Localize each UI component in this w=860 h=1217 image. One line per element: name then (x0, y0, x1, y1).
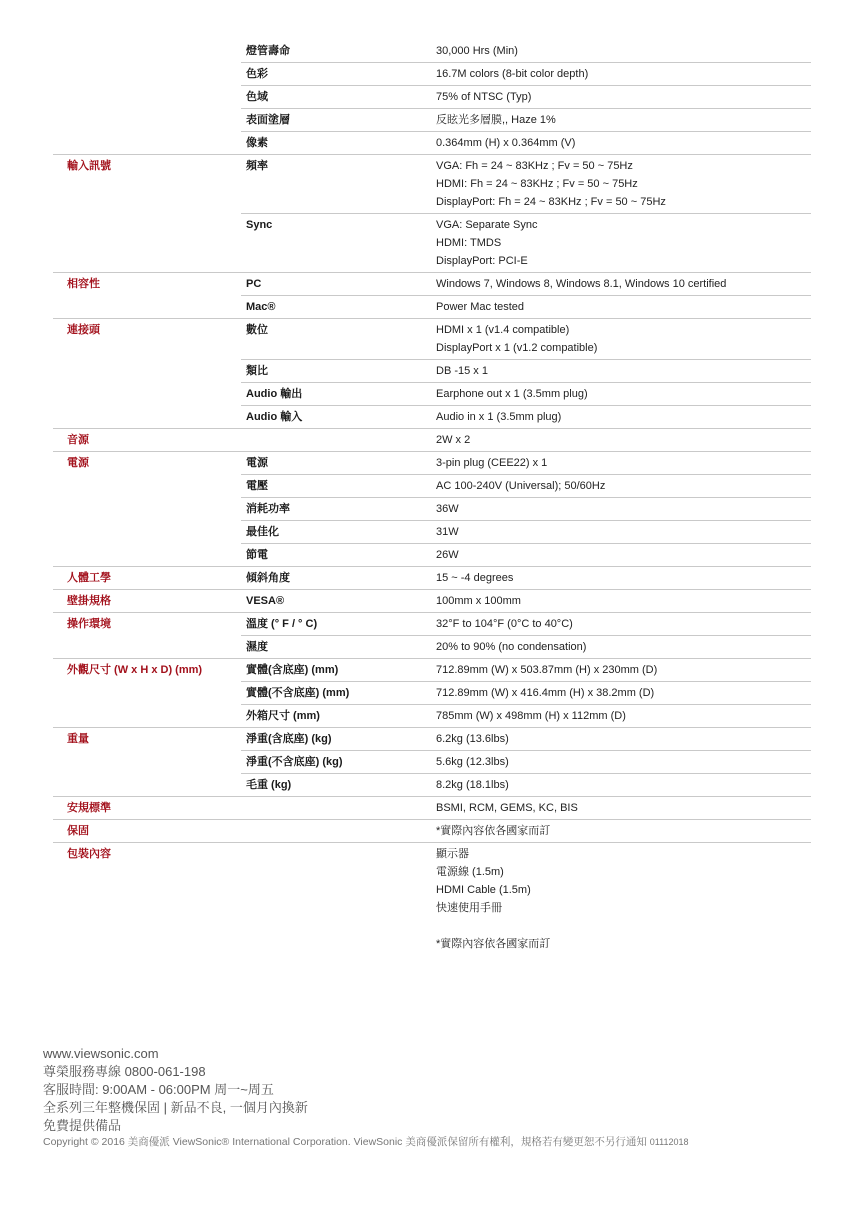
service-hours: 客服時間: 9:00AM - 06:00PM 周一~周五 (43, 1082, 274, 1097)
spec-row (241, 544, 811, 566)
spec-row (241, 521, 811, 544)
copyright-text: Copyright © 2016 美商優派 ViewSonic® International Corporation. ViewSonic 美商優派保留所有權利，規格若有變更恕不另行通知 (43, 1136, 647, 1148)
spec-row (241, 843, 811, 955)
spec-category: 保固 (67, 825, 89, 837)
spec-value: Power Mac tested (436, 301, 525, 313)
spec-label: 最佳化 (246, 526, 279, 538)
spec-values (436, 843, 811, 955)
spec-row (241, 498, 811, 521)
copyright-notice (43, 1134, 689, 1149)
spec-value: 26W (436, 549, 459, 561)
spec-category: 人體工學 (67, 572, 111, 584)
spec-values (436, 498, 811, 520)
spec-value: VGA: Separate Sync (436, 219, 538, 231)
spec-label (241, 820, 436, 842)
spec-values (436, 613, 811, 635)
spec-value: 8.2kg (18.1lbs) (436, 779, 509, 791)
spec-values (436, 705, 811, 727)
spec-value: HDMI Cable (1.5m) (436, 884, 531, 896)
spec-label: 淨重(不含底座) (kg) (246, 756, 343, 768)
spec-value: 反眩光多層膜,, Haze 1% (436, 114, 556, 126)
spec-value: 31W (436, 526, 459, 538)
spec-values (436, 360, 811, 382)
spec-value: 75% of NTSC (Typ) (436, 91, 532, 103)
spec-values (436, 820, 811, 842)
spec-values (436, 774, 811, 796)
spec-value: Windows 7, Windows 8, Windows 8.1, Windows 10 certified (436, 278, 727, 290)
spec-category: 連接頭 (67, 324, 100, 336)
spec-value: *實際內容依各國家而訂 (436, 825, 551, 837)
spec-value: 36W (436, 503, 459, 515)
spec-row (241, 429, 811, 451)
spec-label: 類比 (246, 365, 268, 377)
spec-value: 15 ~ -4 degrees (436, 572, 514, 584)
spec-value: Audio in x 1 (3.5mm plug) (436, 411, 562, 423)
spec-values (436, 109, 811, 131)
spec-table (53, 40, 811, 955)
spec-category: 安規標準 (67, 802, 111, 814)
spec-label: 色彩 (246, 68, 268, 80)
spec-value: 712.89mm (W) x 416.4mm (H) x 38.2mm (D) (436, 687, 655, 699)
spec-value: DB -15 x 1 (436, 365, 488, 377)
spec-row (241, 590, 811, 612)
spec-group (53, 155, 811, 273)
spec-group (53, 820, 811, 843)
spare-parts-note: 免費提供備品 (43, 1118, 122, 1133)
spec-group (53, 40, 811, 155)
spec-category: 包裝內容 (67, 848, 111, 860)
spec-value: DisplayPort x 1 (v1.2 compatible) (436, 342, 598, 354)
spec-label: 頻率 (246, 160, 268, 172)
spec-values (436, 797, 811, 819)
spec-value: 785mm (W) x 498mm (H) x 112mm (D) (436, 710, 626, 722)
spec-row (241, 820, 811, 842)
spec-group (53, 567, 811, 590)
spec-values (436, 475, 811, 497)
spec-value: 30,000 Hrs (Min) (436, 45, 518, 57)
spec-value: 3-pin plug (CEE22) x 1 (436, 457, 548, 469)
spec-row (241, 728, 811, 751)
spec-row (241, 475, 811, 498)
spec-value (436, 917, 811, 935)
spec-values (436, 521, 811, 543)
spec-group (53, 843, 811, 955)
spec-value: 2W x 2 (436, 434, 471, 446)
spec-row (241, 406, 811, 428)
spec-value: DisplayPort: PCI-E (436, 255, 528, 267)
spec-row (241, 40, 811, 63)
spec-category: 輸入訊號 (67, 160, 111, 172)
spec-values (436, 63, 811, 85)
spec-group (53, 659, 811, 728)
spec-label: PC (246, 278, 262, 290)
spec-value: 16.7M colors (8-bit color depth) (436, 68, 589, 80)
spec-value: HDMI: Fh = 24 ~ 83KHz ; Fv = 50 ~ 75Hz (436, 178, 638, 190)
spec-value: Earphone out x 1 (3.5mm plug) (436, 388, 588, 400)
spec-values (436, 659, 811, 681)
spec-label: Audio 輸出 (246, 388, 303, 400)
spec-label: 色域 (246, 91, 268, 103)
spec-category: 壁掛規格 (67, 595, 111, 607)
warranty-note: 全系列三年整機保固 | 新品不良, 一個月內換新 (43, 1100, 308, 1115)
spec-values (436, 751, 811, 773)
spec-row (241, 659, 811, 682)
spec-values (436, 296, 811, 318)
spec-value: 100mm x 100mm (436, 595, 521, 607)
spec-group (53, 590, 811, 613)
spec-row (241, 109, 811, 132)
spec-label: Mac® (246, 301, 276, 313)
spec-label (241, 797, 436, 819)
spec-row (241, 383, 811, 406)
footer-contact (43, 1045, 308, 1135)
spec-value: HDMI x 1 (v1.4 compatible) (436, 324, 570, 336)
spec-row (241, 132, 811, 154)
spec-value: BSMI, RCM, GEMS, KC, BIS (436, 802, 578, 814)
spec-label (241, 843, 436, 955)
spec-row (241, 705, 811, 727)
spec-values (436, 214, 811, 272)
spec-value: *實際內容依各國家而訂 (436, 938, 551, 950)
spec-values (436, 544, 811, 566)
spec-row (241, 567, 811, 589)
spec-value: 0.364mm (H) x 0.364mm (V) (436, 137, 576, 149)
spec-category: 相容性 (67, 278, 100, 290)
spec-row (241, 774, 811, 796)
spec-values (436, 406, 811, 428)
spec-values (436, 132, 811, 154)
spec-row (241, 319, 811, 360)
spec-values (436, 728, 811, 750)
spec-label: Sync (246, 219, 273, 231)
spec-label: 燈管壽命 (246, 45, 290, 57)
spec-group (53, 452, 811, 567)
spec-label: 數位 (246, 324, 268, 336)
spec-label: 消耗功率 (246, 503, 290, 515)
spec-label: 溫度 (° F / ° C) (246, 618, 318, 630)
service-hotline: 尊榮服務專線 0800-061-198 (43, 1064, 206, 1079)
spec-category: 音源 (67, 434, 89, 446)
spec-row (241, 273, 811, 296)
spec-values (436, 319, 811, 359)
spec-label: Audio 輸入 (246, 411, 303, 423)
spec-row (241, 296, 811, 318)
spec-category: 重量 (67, 733, 89, 745)
spec-values (436, 86, 811, 108)
spec-group (53, 797, 811, 820)
spec-value: 32°F to 104°F (0°C to 40°C) (436, 618, 573, 630)
spec-values (436, 155, 811, 213)
spec-label: 濕度 (246, 641, 268, 653)
spec-group (53, 728, 811, 797)
spec-group (53, 429, 811, 452)
spec-value: 6.2kg (13.6lbs) (436, 733, 509, 745)
spec-row (241, 360, 811, 383)
spec-row (241, 613, 811, 636)
spec-value: 712.89mm (W) x 503.87mm (H) x 230mm (D) (436, 664, 658, 676)
spec-value: AC 100-240V (Universal); 50/60Hz (436, 480, 606, 492)
spec-value: 5.6kg (12.3lbs) (436, 756, 509, 768)
spec-value: 快速使用手冊 (436, 902, 502, 914)
spec-label: 傾斜角度 (246, 572, 290, 584)
spec-values (436, 590, 811, 612)
spec-label: 毛重 (kg) (246, 779, 292, 791)
spec-label: 電壓 (246, 480, 268, 492)
spec-row (241, 155, 811, 214)
spec-row (241, 682, 811, 705)
spec-value: VGA: Fh = 24 ~ 83KHz ; Fv = 50 ~ 75Hz (436, 160, 633, 172)
spec-values (436, 273, 811, 295)
spec-row (241, 636, 811, 658)
spec-values (436, 567, 811, 589)
spec-label: 外箱尺寸 (mm) (246, 710, 320, 722)
spec-row (241, 452, 811, 475)
spec-group (53, 613, 811, 659)
spec-value: 顯示器 (436, 848, 469, 860)
spec-values (436, 682, 811, 704)
spec-category: 電源 (67, 457, 89, 469)
document-code: 01112018 (649, 1137, 689, 1147)
spec-category: 操作環境 (67, 618, 111, 630)
spec-label: 表面塗層 (246, 114, 290, 126)
spec-category: 外觀尺寸 (W x H x D) (mm) (67, 664, 203, 676)
spec-group (53, 273, 811, 319)
spec-value: DisplayPort: Fh = 24 ~ 83KHz ; Fv = 50 ~ 75Hz (436, 196, 666, 208)
spec-values (436, 383, 811, 405)
spec-label: 像素 (246, 137, 268, 149)
spec-values (436, 40, 811, 62)
spec-row (241, 63, 811, 86)
spec-value: HDMI: TMDS (436, 237, 502, 249)
spec-label: 實體(含底座) (mm) (246, 664, 339, 676)
spec-row (241, 214, 811, 272)
spec-label: 電源 (246, 457, 268, 469)
spec-row (241, 797, 811, 819)
spec-value: 電源線 (1.5m) (436, 866, 504, 878)
spec-label (241, 429, 436, 451)
spec-label: 節電 (246, 549, 268, 561)
spec-label: 實體(不含底座) (mm) (246, 687, 350, 699)
spec-row (241, 86, 811, 109)
spec-values (436, 636, 811, 658)
spec-row (241, 751, 811, 774)
spec-label: VESA® (246, 595, 285, 607)
spec-label: 淨重(含底座) (kg) (246, 733, 332, 745)
spec-values (436, 452, 811, 474)
website-link[interactable]: www.viewsonic.com (43, 1046, 159, 1061)
spec-group (53, 319, 811, 429)
spec-value: 20% to 90% (no condensation) (436, 641, 587, 653)
spec-values (436, 429, 811, 451)
